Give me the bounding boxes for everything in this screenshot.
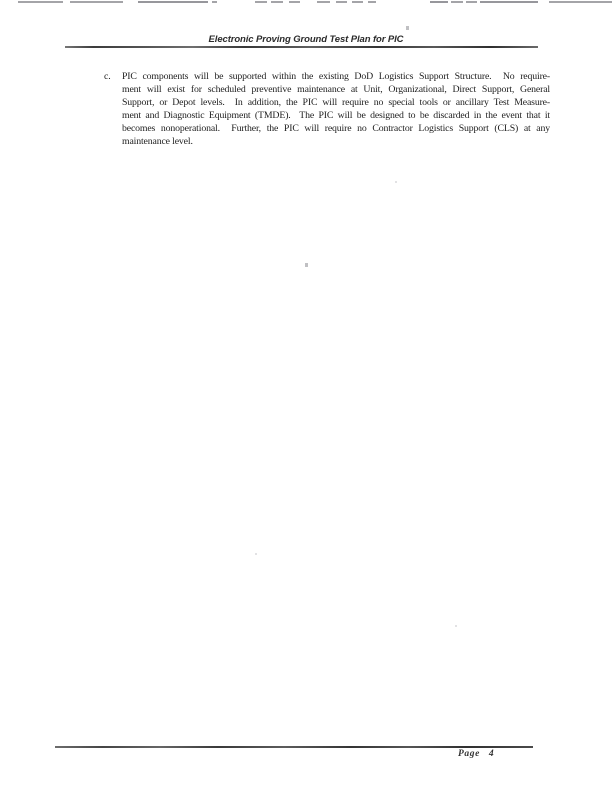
paragraph-item-c xyxy=(104,70,554,148)
scan-artifact-dash xyxy=(317,1,330,3)
paragraph-line: PIC components will be supported within the existing DoD Logistics Support Structure. No require- xyxy=(122,71,550,82)
scan-artifact-dash xyxy=(212,1,217,3)
scan-artifact-dash xyxy=(480,1,538,3)
scan-artifact-dash xyxy=(368,1,376,3)
paragraph-line: ment will exist for scheduled preventive maintenance at Unit, Organizational, Direct Support, General xyxy=(122,84,550,95)
document-header-title: Electronic Proving Ground Test Plan for PIC xyxy=(208,34,404,45)
scan-artifact-dash xyxy=(255,1,267,3)
scan-artifact-dash xyxy=(70,1,123,3)
footer-page-number: Page 4 xyxy=(458,749,495,759)
paragraph-line: Support, or Depot levels. In addition, the PIC will require no special tools or ancillary Test Measure- xyxy=(122,97,550,108)
scan-speck xyxy=(255,553,257,555)
scan-artifact-dash xyxy=(271,1,283,3)
list-item-label: c. xyxy=(104,71,111,82)
scan-artifact-dash xyxy=(466,1,477,3)
scan-artifact-dash xyxy=(336,1,347,3)
scan-artifact-dash xyxy=(18,1,63,3)
paragraph-line: becomes nonoperational. Further, the PIC will require no Contractor Logistics Support (CLS) at any xyxy=(122,123,550,134)
scan-speck xyxy=(455,625,457,627)
scan-artifact-dash xyxy=(289,1,300,3)
paragraph-text xyxy=(122,70,550,148)
footer-rule xyxy=(55,746,533,748)
scan-artifact-dash xyxy=(451,1,463,3)
scan-speck xyxy=(406,26,409,30)
scan-artifact-dash xyxy=(138,1,208,3)
scan-artifact-dash xyxy=(549,1,612,3)
header-rule xyxy=(65,46,538,48)
scan-speck xyxy=(305,263,308,267)
scan-artifact-dash xyxy=(430,1,448,3)
scan-artifact-dash xyxy=(352,1,363,3)
scan-speck xyxy=(395,181,397,183)
paragraph-line: maintenance level. xyxy=(122,136,193,147)
paragraph-line: ment and Diagnostic Equipment (TMDE). The PIC will be designed to be discarded in the event that it xyxy=(122,110,550,121)
